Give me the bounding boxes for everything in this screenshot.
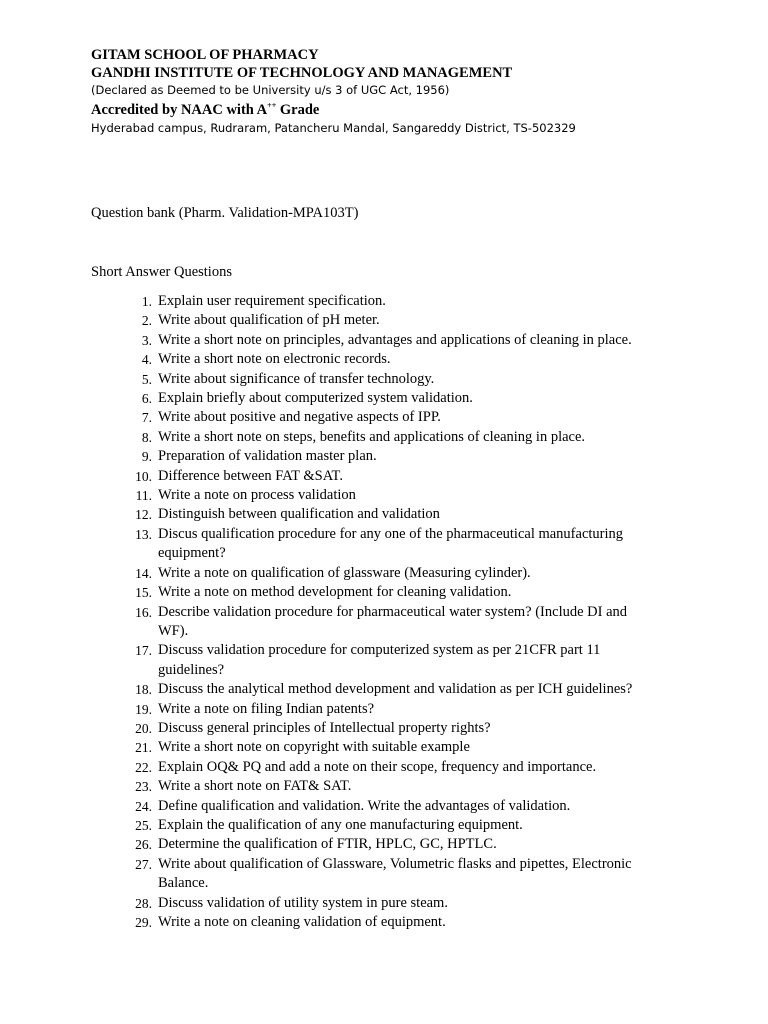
question-item (0, 641, 658, 680)
question-item (0, 719, 658, 738)
question-item (0, 467, 658, 486)
question-item (0, 738, 658, 757)
question-item (0, 777, 658, 796)
question-text: Write a short note on copyright with suitable example (158, 739, 470, 756)
question-item (0, 350, 658, 369)
question-number: 5. (141, 371, 152, 387)
question-number: 26. (135, 837, 152, 853)
campus-address: Hyderabad campus, Rudraram, Patancheru Mandal, Sangareddy District, TS-502329 (91, 121, 576, 135)
question-text: Write about qualification of Glassware, Volumetric flasks and pipettes, Electronic Balance. (158, 855, 632, 892)
institute-name: GANDHI INSTITUTE OF TECHNOLOGY AND MANAGEMENT (91, 65, 513, 81)
question-number: 2. (141, 313, 152, 329)
question-text: Preparation of validation master plan. (158, 448, 377, 465)
question-number: 15. (135, 585, 152, 601)
question-bank-title: Question bank (Pharm. Validation-MPA103T) (91, 205, 359, 221)
question-number: 4. (141, 352, 152, 368)
question-number: 18. (135, 682, 152, 698)
question-number: 6. (141, 391, 152, 407)
question-number: 3. (141, 332, 152, 348)
declared-note: (Declared as Deemed to be University u/s 3 of UGC Act, 1956) (91, 83, 450, 97)
question-number: 27. (135, 856, 152, 872)
question-number: 9. (141, 449, 152, 465)
question-text: Distinguish between qualification and validation (158, 506, 440, 523)
question-number: 17. (135, 643, 152, 659)
question-text: Difference between FAT &SAT. (158, 467, 343, 484)
question-item (0, 370, 658, 389)
question-item (0, 894, 658, 913)
question-text: Describe validation procedure for pharmaceutical water system? (Include DI and WF). (158, 603, 628, 639)
question-text: Explain briefly about computerized system validation. (158, 390, 473, 407)
question-item (0, 292, 658, 311)
question-text: Discuss validation procedure for computerized system as per 21CFR part 11 guidelines? (158, 642, 601, 678)
question-item (0, 505, 658, 524)
accreditation-prefix: Accredited by NAAC with A (91, 102, 268, 118)
accreditation-suffix: Grade (276, 102, 320, 118)
question-number: 13. (135, 526, 152, 542)
question-text: Write a note on method development for cleaning validation. (158, 584, 512, 601)
question-item (0, 680, 658, 699)
question-item (0, 428, 658, 447)
question-text: Discuss the analytical method development and validation as per ICH guidelines? (158, 681, 633, 698)
question-text: Write a short note on steps, benefits and applications of cleaning in place. (158, 428, 586, 445)
question-number: 21. (135, 740, 152, 756)
question-text: Write a short note on electronic records. (158, 351, 391, 368)
question-number: 14. (135, 565, 152, 581)
question-text: Discuss general principles of Intellectual property rights? (158, 719, 491, 736)
question-item (0, 564, 658, 583)
question-item (0, 797, 658, 816)
question-text: Determine the qualification of FTIR, HPLC, GC, HPTLC. (158, 836, 497, 853)
question-number: 8. (141, 429, 152, 445)
question-item (0, 331, 658, 350)
question-item (0, 758, 658, 777)
question-text: Define qualification and validation. Write the advantages of validation. (158, 797, 571, 814)
question-number: 7. (141, 410, 152, 426)
question-text: Discuss validation of utility system in pure steam. (158, 894, 448, 911)
accreditation-grade-sup: ++ (267, 101, 277, 110)
question-item (0, 835, 658, 854)
question-item (0, 525, 658, 564)
question-text: Discus qualification procedure for any one of the pharmaceutical manufacturing equipment? (158, 525, 624, 562)
question-text: Write about qualification of pH meter. (158, 312, 380, 329)
question-number: 24. (135, 798, 152, 814)
question-number: 23. (135, 779, 152, 795)
question-text: Write a short note on principles, advantages and applications of cleaning in place. (158, 331, 632, 348)
question-item (0, 486, 658, 505)
question-number: 22. (135, 759, 152, 775)
question-item (0, 816, 658, 835)
question-list (0, 292, 768, 932)
question-number: 16. (135, 604, 152, 620)
question-item (0, 389, 658, 408)
question-item (0, 603, 658, 642)
question-number: 20. (135, 720, 152, 736)
question-item (0, 583, 658, 602)
question-number: 29. (135, 915, 152, 930)
question-text: Explain OQ& PQ and add a note on their scope, frequency and importance. (158, 758, 597, 775)
question-number: 1. (141, 294, 152, 309)
question-item (0, 913, 658, 932)
question-number: 10. (135, 468, 152, 484)
question-number: 19. (135, 701, 152, 717)
question-number: 12. (135, 507, 152, 523)
question-number: 25. (135, 817, 152, 833)
question-text: Write a note on cleaning validation of equipment. (158, 914, 446, 930)
question-text: Write a note on process validation (158, 487, 356, 504)
question-text: Explain the qualification of any one manufacturing equipment. (158, 816, 523, 833)
question-text: Write about positive and negative aspects of IPP. (158, 409, 441, 426)
question-item (0, 700, 658, 719)
question-number: 28. (135, 895, 152, 911)
question-text: Write a short note on FAT& SAT. (158, 778, 352, 795)
question-item (0, 447, 658, 466)
question-item (0, 408, 658, 427)
document-header (91, 46, 731, 137)
question-text: Write a note on filing Indian patents? (158, 700, 375, 717)
question-text: Explain user requirement specification. (158, 293, 386, 309)
accreditation-line (91, 101, 731, 120)
question-item (0, 855, 658, 894)
question-text: Write about significance of transfer technology. (158, 370, 435, 387)
question-number: 11. (135, 488, 152, 504)
school-name: GITAM SCHOOL OF PHARMACY (91, 47, 319, 63)
section-title: Short Answer Questions (91, 264, 232, 280)
question-item (0, 311, 658, 330)
question-text: Write a note on qualification of glassware (Measuring cylinder). (158, 564, 531, 581)
